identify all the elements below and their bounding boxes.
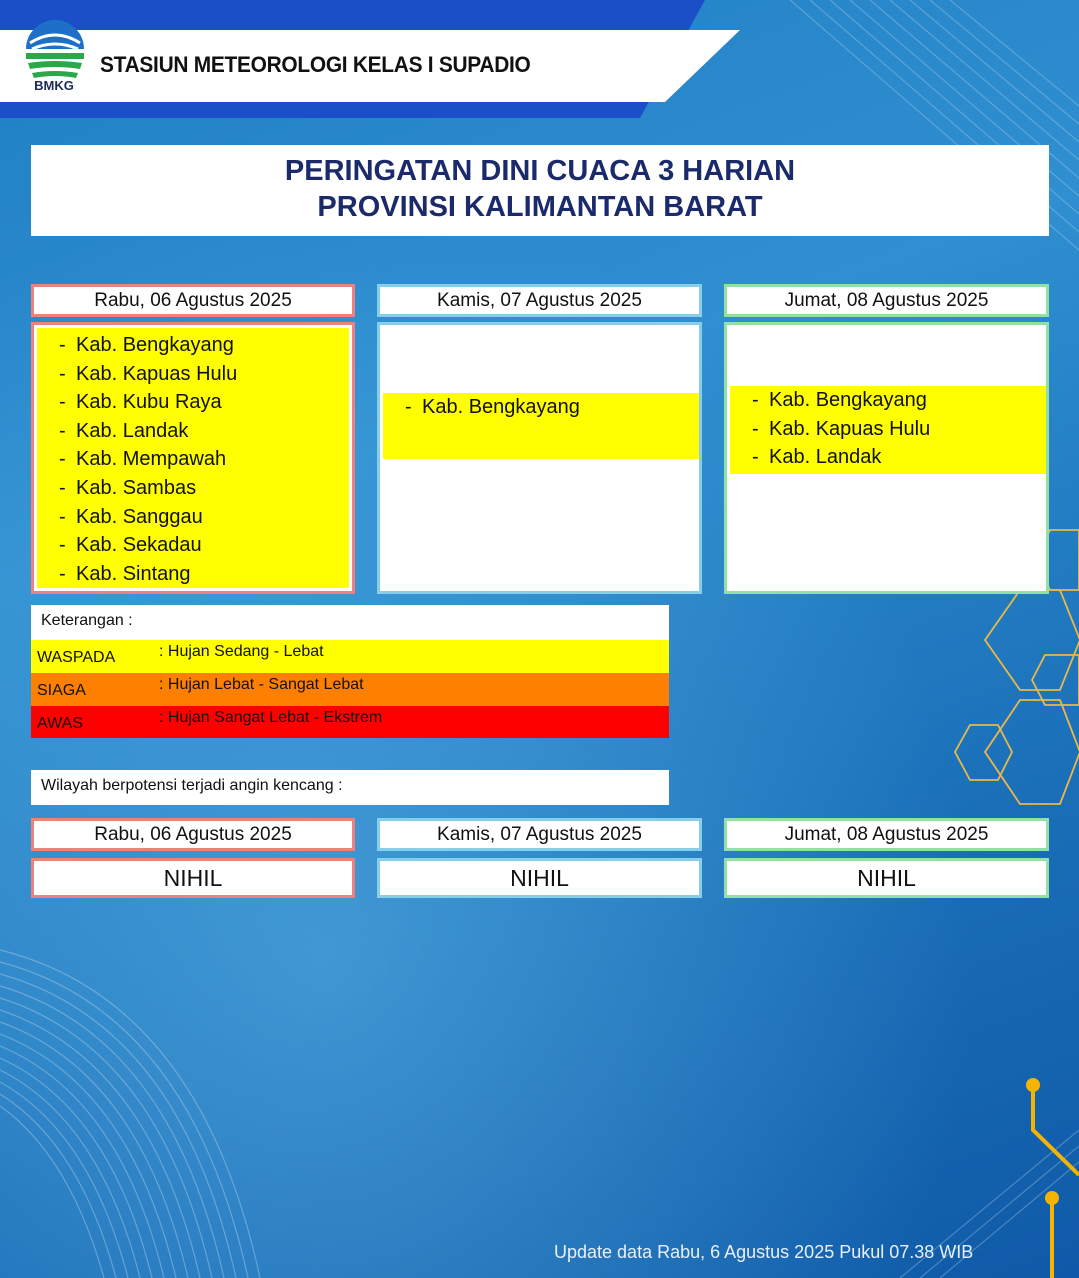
list-item: - Kab. Mempawah bbox=[59, 448, 227, 471]
legend-heading: Keterangan : bbox=[41, 612, 133, 629]
day-2-areas bbox=[377, 322, 702, 594]
title-box bbox=[31, 145, 1049, 236]
day-2-date: Kamis, 07 Agustus 2025 bbox=[377, 284, 702, 317]
day-2-warning-box bbox=[383, 393, 699, 459]
list-item: - Kab. Landak bbox=[752, 446, 882, 469]
list-item: - Kab. Sintang bbox=[59, 562, 191, 585]
legend-level: WASPADA bbox=[37, 649, 116, 666]
legend-waspada bbox=[31, 640, 669, 673]
list-item: - Kab. Bengkayang bbox=[59, 334, 234, 356]
list-item: - Kab. Bengkayang bbox=[405, 396, 580, 418]
list-item: - Kab. Kapuas Hulu bbox=[752, 417, 931, 440]
list-item: - Kab. Kapuas Hulu bbox=[59, 362, 238, 385]
legend-level: AWAS bbox=[37, 715, 83, 732]
wind-day-2-date: Kamis, 07 Agustus 2025 bbox=[377, 818, 702, 851]
day-1-areas bbox=[31, 322, 355, 594]
legend-awas bbox=[31, 706, 669, 738]
legend-desc: : Hujan Sedang - Lebat bbox=[159, 643, 324, 660]
day-3-warning-box bbox=[730, 386, 1046, 474]
day-3-areas bbox=[724, 322, 1049, 594]
legend-desc: : Hujan Lebat - Sangat Lebat bbox=[159, 676, 364, 693]
legend-level: SIAGA bbox=[37, 682, 86, 699]
station-name: STASIUN METEOROLOGI KELAS I SUPADIO bbox=[100, 52, 531, 77]
wind-day-1-date: Rabu, 06 Agustus 2025 bbox=[31, 818, 355, 851]
list-item: - Kab. Landak bbox=[59, 419, 189, 442]
wind-day-1-value: NIHIL bbox=[31, 858, 355, 898]
list-item: - Kab. Sanggau bbox=[59, 505, 203, 528]
list-item: - Kab. Sambas bbox=[59, 476, 197, 499]
legend-siaga bbox=[31, 673, 669, 706]
wind-day-3-date: Jumat, 08 Agustus 2025 bbox=[724, 818, 1049, 851]
list-item: - Kab. Bengkayang bbox=[752, 389, 927, 411]
legend bbox=[31, 605, 669, 738]
day-3-date: Jumat, 08 Agustus 2025 bbox=[724, 284, 1049, 317]
day-1-date: Rabu, 06 Agustus 2025 bbox=[31, 284, 355, 317]
list-item: - Kab. Kubu Raya bbox=[59, 391, 222, 414]
page-title-line1: PERINGATAN DINI CUACA 3 HARIAN bbox=[284, 155, 796, 187]
list-item: - Kab. Sekadau bbox=[59, 534, 202, 557]
wind-day-2-value: NIHIL bbox=[377, 858, 702, 898]
day-1-warning-box bbox=[37, 328, 349, 588]
wind-day-3-value: NIHIL bbox=[724, 858, 1049, 898]
update-timestamp: Update data Rabu, 6 Agustus 2025 Pukul 07.38 WIB bbox=[554, 1242, 974, 1262]
page-title-line2: PROVINSI KALIMANTAN BARAT bbox=[317, 191, 763, 223]
logo-text: BMKG bbox=[34, 78, 74, 93]
wind-heading: Wilayah berpotensi terjadi angin kencang : bbox=[31, 770, 669, 805]
legend-desc: : Hujan Sangat Lebat - Ekstrem bbox=[159, 709, 383, 726]
